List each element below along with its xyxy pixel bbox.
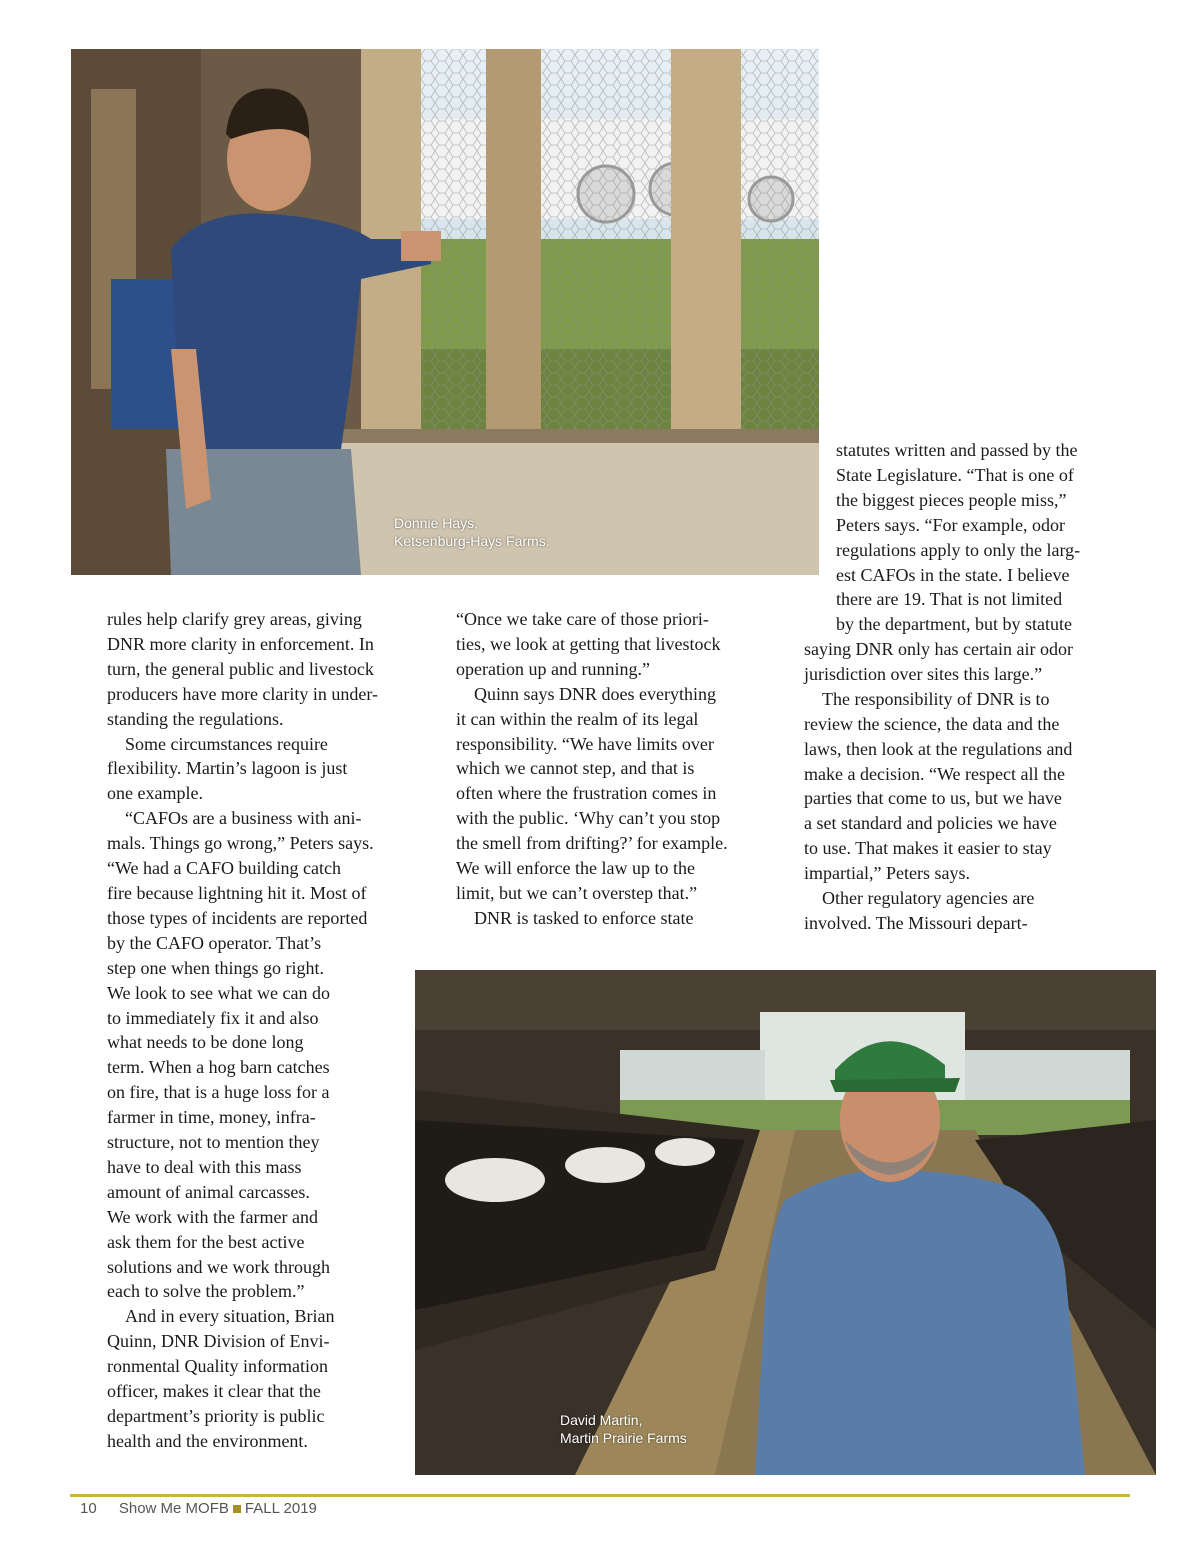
caption-name: Donnie Hays,: [394, 515, 479, 531]
photo-david-martin: [415, 970, 1156, 1475]
caption-name: David Martin,: [560, 1412, 643, 1428]
caption-farm: Ketsenburg-Hays Farms.: [394, 533, 550, 549]
article-column-2: [456, 607, 786, 931]
paragraph: rules help clarify grey areas, giving DNR more clarity in enforcement. In turn, the general public and livestock producers have more clarity in under- standing the regulations.: [107, 609, 379, 729]
paragraph: The responsibility of DNR is to review the science, the data and the laws, then look at the regulations and make a decision. “We respect all the parties that come to us, but we have a set standard and policies we have to use. That makes it easier to stay impartial,” Peters says.: [804, 688, 1073, 884]
page-footer: [80, 1500, 317, 1517]
photo-caption-bottom: [560, 1411, 687, 1447]
publication-name: Show Me MOFB: [118, 1500, 229, 1517]
photo-donnie-hays: [71, 49, 819, 575]
paragraph: DNR is tasked to enforce state: [474, 907, 694, 928]
paragraph: “Once we take care of those priori- ties, we look at getting that livestock operation up and running.”: [456, 609, 721, 679]
paragraph: Other regulatory agencies are involved. The Missouri depart-: [804, 888, 1035, 933]
caption-farm: Martin Prairie Farms: [560, 1430, 687, 1446]
paragraph: Some circumstances require flexibility. Martin’s lagoon is just one example.: [107, 733, 348, 804]
issue-label: FALL 2019: [244, 1500, 317, 1517]
paragraph: saying DNR only has certain air odor jurisdiction over sites this large.”: [804, 639, 1073, 684]
square-bullet-icon: [233, 1505, 241, 1513]
paragraph: Quinn says DNR does everything it can within the realm of its legal responsibility. “We have limits over which we cannot step, and that is often where the frustration comes in with the public. ‘Why can’t you stop the smell from drifting?’ for example. We will enforce the law up to the limit, but we can’t overstep that.”: [456, 683, 728, 903]
article-column-3-upper: statutes written and passed by the State Legislature. “That is one of the biggest pieces people miss,” Peters says. “For example, odor regulations apply to only the larg- est CAFOs in the state. I believe there are 19. That is not limited by the department, but by statute: [836, 440, 1081, 635]
page-number: 10: [80, 1500, 97, 1517]
paragraph: “CAFOs are a business with ani- mals. Things go wrong,” Peters says. “We had a CAFO building catch fire because lightning hit it. Most of those types of incidents are reported by the CAFO operator. That’s step one when things go right. We look to see what we can do to immediately fix it and also what needs to be done long term. When a hog barn catches on fire, that is a huge loss for a farmer in time, money, infra- structure, not to mention they have to deal with this mass amount of animal carcasses. We work with the farmer and ask them for the best active solutions and we work through each to solve the problem.”: [107, 808, 374, 1302]
paragraph: And in every situation, Brian Quinn, DNR Division of Envi- ronmental Quality information officer, makes it clear that the department’s priority is public health and the environment.: [107, 1306, 335, 1451]
photo-caption-top: [394, 514, 550, 550]
article-column-1: [107, 607, 437, 1454]
article-column-3: [804, 637, 1144, 936]
footer-rule: [70, 1494, 1130, 1497]
